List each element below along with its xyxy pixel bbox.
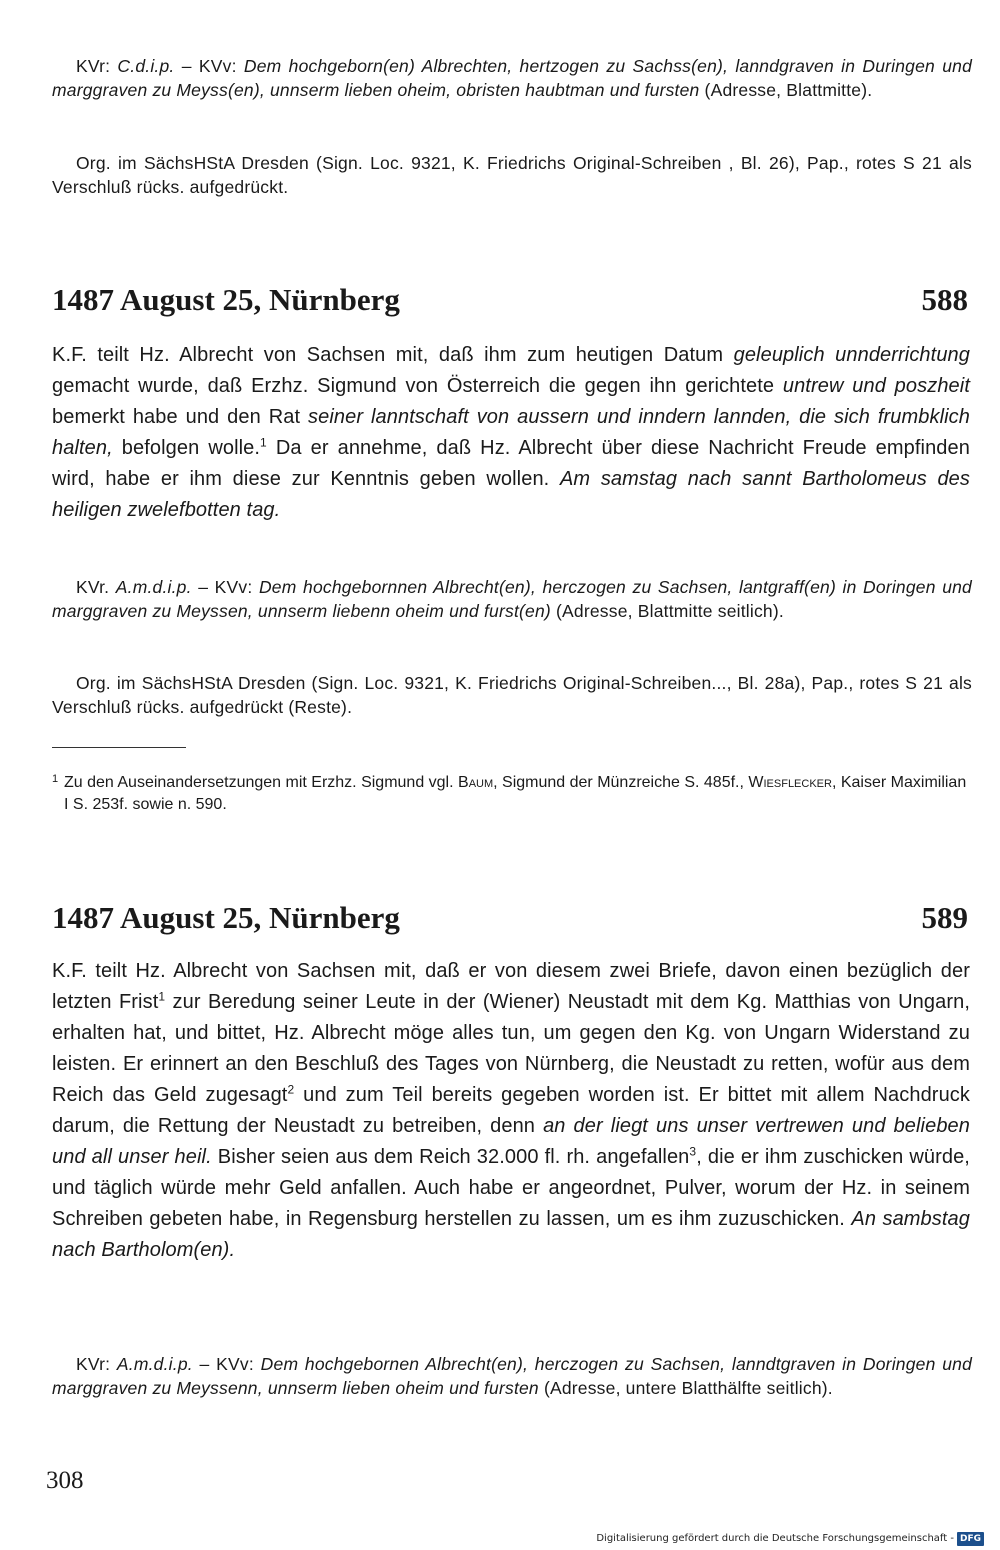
- dfg-logo: DFG: [957, 1532, 984, 1546]
- dfg-credit-text: Digitalisierung gefördert durch die Deutsche Forschungsgemeinschaft -: [596, 1533, 954, 1544]
- kvv-address: Dem hochgeborn(en) Albrechten, hertzogen zu Sachss(en), lanndgraven in Duringen und marggraven zu Meyss(en), unnserm lieben oheim, obristen haubtman und fursten: [52, 56, 973, 100]
- kvr-label: KVr:: [76, 1354, 111, 1374]
- kvr-label: KVr.: [76, 577, 110, 597]
- doc-589-regest: K.F. teilt Hz. Albrecht von Sachsen mit, daß er von diesem zwei Briefe, davon einen bezüglich der letzten Frist$^1$ zur Beredung seiner Leute in der (Wiener) Neustadt mit dem Kg. Matthias von Ungarn, erhalten hat, und bittet, Hz. Albrecht möge alles tun, um gegen den Kg. von Ungarn Widerstand zu leisten. Er erinnert an den Beschluß des Tages von Nürnberg, die Neustadt zu retten, wofür aus dem Reich das Geld zugesagt$^2$ und zum Teil bereits gegeben worden ist. Er bittet mit allem Nachdruck darum, die Rettung der Neustadt zu betreiben, denn an der liegt uns unser vertrewen und belieben und all unser heil. Bisher seien aus dem Reich 32.000 fl. rh. angefallen$^3$, die er ihm zuschicken würde, und täglich würde mehr Geld anfallen. Auch habe er angeordnet, Pulver, worum der Hz. in seinem Schreiben gebeten habe, in Regensburg herstellen zu lassen, um es ihm zuzuschicken. An sambstag nach Bartholom(en).: [52, 960, 970, 1261]
- footnote-ref: 1: [158, 989, 166, 1004]
- doc-588-number: 588: [921, 282, 968, 317]
- kvv-label: – KVv:: [181, 56, 237, 76]
- kvv-label: – KVv:: [198, 577, 253, 597]
- kvv-note: (Adresse, Blattmitte).: [704, 80, 873, 100]
- kvv-address: Dem hochgebornen Albrecht(en), herczogen zu Sachsen, lanndtgraven in Doringen und marggraven zu Meyssenn, unnserm lieben oheim und fursten: [52, 1354, 973, 1398]
- doc-588-kvr-note: [52, 575, 972, 623]
- page-number: 308: [46, 1467, 84, 1494]
- doc-589-heading: [52, 898, 968, 938]
- kvr-value: A.m.d.i.p.: [116, 1354, 193, 1374]
- kvr-value: C.d.i.p.: [117, 56, 175, 76]
- kvv-note: (Adresse, Blattmitte seitlich).: [556, 601, 784, 621]
- doc-588-regest: K.F. teilt Hz. Albrecht von Sachsen mit, daß ihm zum heutigen Datum geleuplich unnderrichtung gemacht wurde, daß Erzhz. Sigmund von Österreich die gegen ihn gerichtete untrew und poszheit bemerkt habe und den Rat seiner lanntschaft von aussern und inndern lannden, die sich frumbklich halten, befolgen wolle.$^1$ Da er annehme, daß Hz. Albrecht über diese Nachricht Freude empfinden wird, habe er ihm diese zur Kenntnis geben wollen. Am samstag nach sannt Bartholomeus des heiligen zwelefbotten tag.: [52, 344, 970, 521]
- doc-588-date: 1487 August 25, Nürnberg: [52, 282, 400, 317]
- doc-588-org-note: Org. im SächsHStA Dresden (Sign. Loc. 9321, K. Friedrichs Original-Schreiben..., Bl. 28a), Pap., rotes S 21 als Verschluß rücks. aufgedrückt (Reste).: [52, 673, 972, 717]
- doc-589-date: 1487 August 25, Nürnberg: [52, 900, 400, 935]
- footnote-ref: 2: [287, 1082, 295, 1097]
- footnote-mark: 1: [52, 773, 59, 785]
- kvr-value: A.m.d.i.p.: [115, 577, 192, 597]
- doc-588-heading: [52, 280, 968, 320]
- dfg-credit: [596, 1532, 984, 1546]
- footnote-divider: [52, 747, 186, 748]
- kvv-note: (Adresse, untere Blatthälfte seitlich).: [543, 1378, 833, 1398]
- kvv-label: – KVv:: [199, 1354, 254, 1374]
- footnote-ref: 1: [260, 435, 267, 450]
- prev-org-note: Org. im SächsHStA Dresden (Sign. Loc. 9321, K. Friedrichs Original-Schreiben , Bl. 26), Pap., rotes S 21 als Verschluß rücks. aufgedrückt.: [52, 153, 972, 197]
- doc-589-number: 589: [921, 900, 968, 935]
- kvv-address: Dem hochgebornnen Albrecht(en), herczogen zu Sachsen, lantgraff(en) in Doringen und marggraven zu Meyssen, unnserm liebenn oheim und furst(en): [52, 577, 972, 621]
- prev-kvr-note: [52, 54, 972, 102]
- footnote-1: 1 Zu den Auseinandersetzungen mit Erzhz. Sigmund vgl. Baum, Sigmund der Münzreiche S. 485f., Wiesflecker, Kaiser Maximilian I S. 253f. sowie n. 590.: [52, 772, 972, 816]
- doc-589-kvr-note: [52, 1352, 972, 1400]
- footnote-ref: 3: [689, 1144, 697, 1159]
- kvr-label: KVr:: [76, 56, 111, 76]
